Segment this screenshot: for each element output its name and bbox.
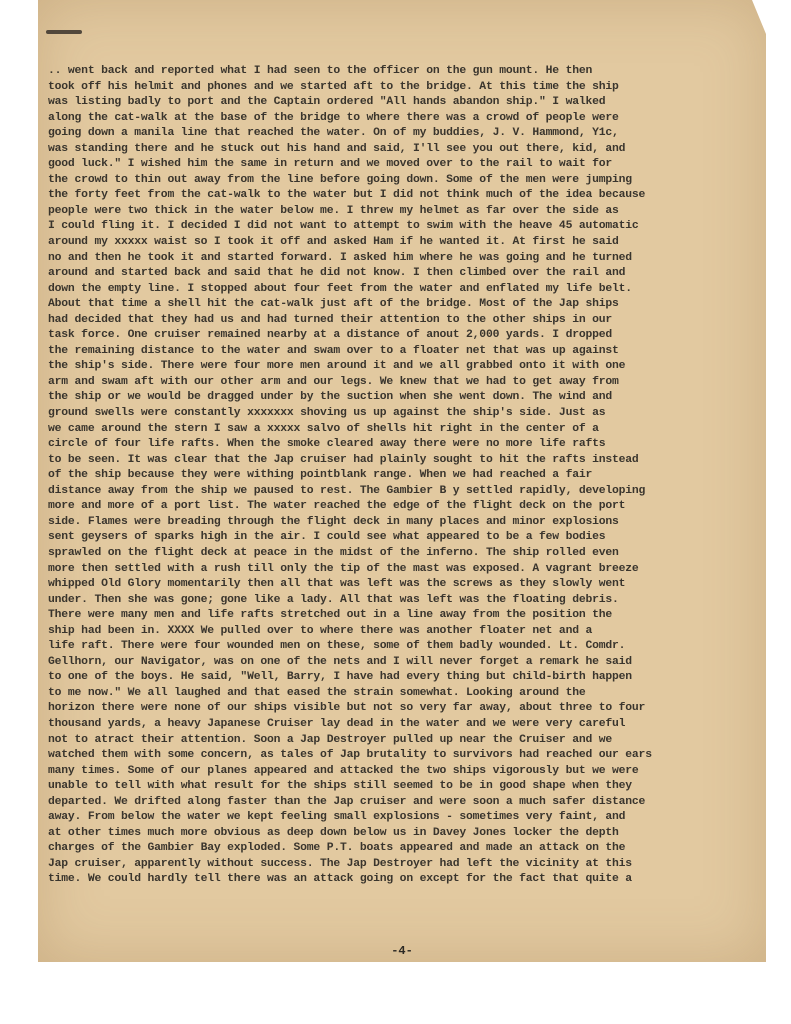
text-line: no and then he took it and started forward. I asked him where he was going and he turned xyxy=(48,251,632,264)
text-line: to one of the boys. He said, "Well, Barry, I have had every thing but child-birth happen xyxy=(48,671,632,684)
text-line: going down a manila line that reached the water. On of my buddies, J. V. Hammond, Y1c, xyxy=(48,127,619,140)
text-line: .. went back and reported what I had seen to the officer on the gun mount. He then xyxy=(48,65,593,77)
text-line: the ship's side. There were four more men around it and we all grabbed onto it with one xyxy=(48,360,626,373)
text-line: of the ship because they were withing pointblank range. When we had reached a fair xyxy=(48,469,593,482)
text-line: away. From below the water we kept feeling small explosions - sometimes very faint, and xyxy=(48,811,626,824)
text-line: had decided that they had us and had turned their attention to the other ships in our xyxy=(48,313,613,326)
text-line: was standing there and he stuck out his hand and said, I'll see you out there, kid, and xyxy=(48,142,626,155)
text-line: life raft. There were four wounded men on these, some of them badly wounded. Lt. Comdr. xyxy=(48,640,626,653)
text-line: the ship or we would be dragged under by the suction when she went down. The wind and xyxy=(48,391,613,404)
text-line: at other times much more obvious as deep down below us in Davey Jones locker the depth xyxy=(48,826,619,839)
text-line: charges of the Gambier Bay exploded. Some P.T. boats appeared and made an attack on the xyxy=(48,842,626,855)
text-line: not to atract their attention. Soon a Jap Destroyer pulled up near the Cruiser and we xyxy=(48,733,613,746)
text-line: ship had been in. XXXX We pulled over to where there was another floater net and a xyxy=(48,624,593,637)
text-line: good luck." I wished him the same in return and we moved over to the rail to wait for xyxy=(48,158,613,171)
text-line: took off his helmit and phones and we started aft to the bridge. At this time the ship xyxy=(48,80,619,93)
text-line: people were two thick in the water below me. I threw my helmet as far over the side as xyxy=(48,204,619,217)
text-line: circle of four life rafts. When the smoke cleared away there were no more life rafts xyxy=(48,438,606,451)
text-line: There were many men and life rafts stretched out in a line away from the position the xyxy=(48,609,613,622)
ink-smudge xyxy=(46,30,82,34)
text-line: task force. One cruiser remained nearby at a distance of anout 2,000 yards. I dropped xyxy=(48,329,613,342)
text-line: Gellhorn, our Navigator, was on one of the nets and I will never forget a remark he said xyxy=(48,655,632,668)
text-line: was listing badly to port and the Captain ordered "All hands abandon ship." I walked xyxy=(48,96,606,109)
text-line: sprawled on the flight deck at peace in the midst of the inferno. The ship rolled even xyxy=(48,546,619,559)
text-line: I could fling it. I decided I did not want to attempt to swim with the heave 45 automatic xyxy=(48,220,639,233)
text-line: arm and swam aft with our other arm and our legs. We knew that we had to get away from xyxy=(48,375,619,388)
text-line: around my xxxxx waist so I took it off and asked Ham if he wanted it. At first he said xyxy=(48,236,619,249)
typewritten-page xyxy=(38,0,766,962)
text-line: departed. We drifted along faster than the Jap cruiser and were soon a much safer distance xyxy=(48,795,646,808)
text-line: along the cat-walk at the base of the bridge to where there was a crowd of people were xyxy=(48,111,619,124)
text-line: watched them with some concern, as tales of Jap brutality to survivors had reached our ears xyxy=(48,749,652,762)
text-line: distance away from the ship we paused to rest. The Gambier B y settled rapidly, developing xyxy=(48,484,646,497)
text-line: we came around the stern I saw a xxxxx salvo of shells hit right in the center of a xyxy=(48,422,599,435)
text-line: the remaining distance to the water and swam over to a floater net that was up against xyxy=(48,344,619,357)
text-line: ground swells were constantly xxxxxxx shoving us up against the ship's side. Just as xyxy=(48,407,606,420)
text-line: Jap cruiser, apparently without success. The Jap Destroyer had left the vicinity at this xyxy=(48,857,632,870)
text-line: side. Flames were breading through the flight deck in many places and minor explosions xyxy=(48,515,619,528)
text-line: time. We could hardly tell there was an attack going on except for the fact that quite a xyxy=(48,873,632,886)
text-line: under. Then she was gone; gone like a lady. All that was left was the floating debris. xyxy=(48,593,619,606)
page-number: -4- xyxy=(391,944,413,958)
text-line: horizon there were none of our ships visible but not so very far away, about three to four xyxy=(48,702,646,715)
text-line: unable to tell with what result for the ships still seemed to be in good shape when they xyxy=(48,780,632,793)
text-line: About that time a shell hit the cat-walk just aft of the bridge. Most of the Jap ships xyxy=(48,298,619,311)
text-line: more and more of a port list. The water reached the edge of the flight deck on the port xyxy=(48,500,626,513)
text-line: whipped Old Glory momentarily then all that was left was the screws as they slowly went xyxy=(48,578,626,591)
text-line: more then settled with a rush till only the tip of the mast was exposed. A vagrant breeze xyxy=(48,562,639,575)
typewritten-body xyxy=(48,64,760,888)
text-line: around and started back and said that he did not know. I then climbed over the rail and xyxy=(48,267,626,280)
text-line: sent geysers of sparks high in the air. I could see what appeared to be a few bodies xyxy=(48,531,606,544)
text-line: to me now." We all laughed and that eased the strain somewhat. Looking around the xyxy=(48,686,586,699)
text-line: thousand yards, a heavy Japanese Cruiser lay dead in the water and we were very careful xyxy=(48,717,626,730)
text-line: the forty feet from the cat-walk to the water but I did not think much of the idea because xyxy=(48,189,646,202)
text-line: down the empty line. I stopped about four feet from the water and enflated my life belt. xyxy=(48,282,632,295)
text-line: to be seen. It was clear that the Jap cruiser had plainly sought to hit the rafts instead xyxy=(48,453,639,466)
text-line: many times. Some of our planes appeared and attacked the two ships vigorously but we were xyxy=(48,764,639,777)
text-line: the crowd to thin out away from the line before going down. Some of the men were jumping xyxy=(48,173,632,186)
